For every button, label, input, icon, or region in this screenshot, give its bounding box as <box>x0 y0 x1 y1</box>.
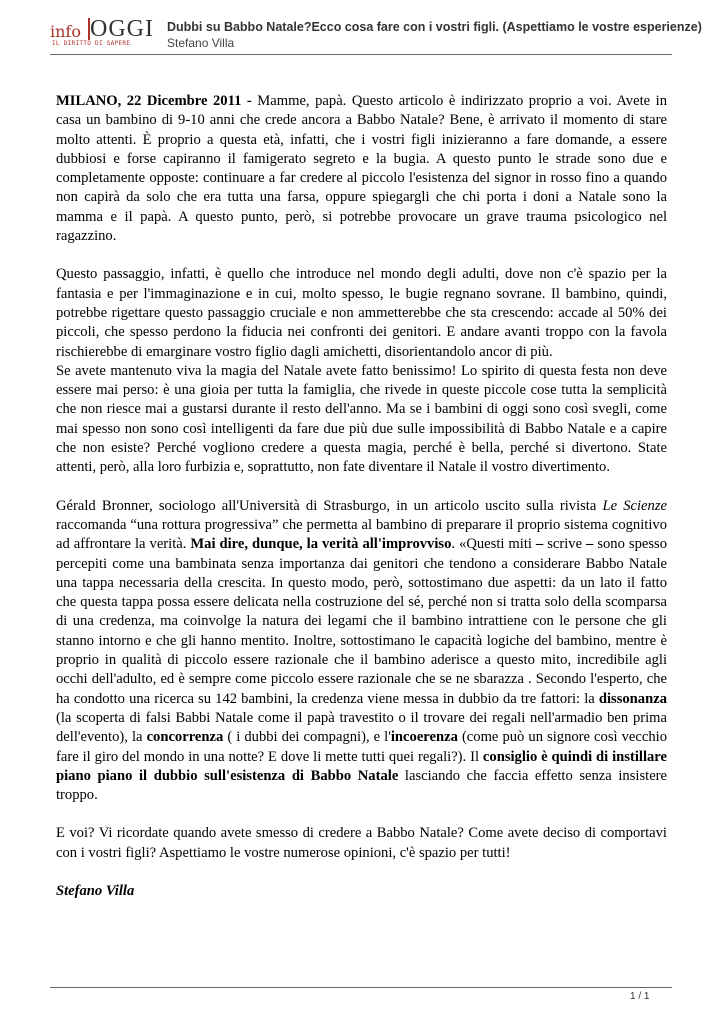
dateline: MILANO, 22 Dicembre 2011 - <box>56 93 252 109</box>
term-incoerenza: incoerenza <box>390 729 458 746</box>
paragraph-passage: Questo passaggio, infatti, è quello che introduce nel mondo degli adulti, dove non c'è spazio per la fantasia e per l'immaginazione e in cui, molto spesso, le bugie regnano sovrane. Il bambino, quindi, potrebbe rigettare questo passaggio cruciale e non ammetterebbe che sta crescendo: accade al 50% dei piccoli, che spesso perdono la fiducia nei confronti dei genitori. E andare avanti troppo con la favola rischierebbe di emarginare vostro figlio dagli amichetti, disorientandolo ancor di più. <box>56 266 667 360</box>
page-header <box>0 0 725 55</box>
term-dissonanza: dissonanza <box>598 690 667 707</box>
infooggi-logo[interactable] <box>50 18 158 48</box>
paragraph-intro-text: Mamme, papà. Questo articolo è indirizzato proprio a voi. Avete in casa un bambino di 9-10 anni che crede ancora a Babbo Natale? Bene, è arrivato il momento di stare molto attenti. È proprio a questa età, infatti, che i vostri figli inizieranno a fare domande, a essere dubbiosi e forse capiranno il famigerato segreto e la bugia. A questo punto le strade sono due e completamente opposte: continuare a far credere al piccolo l'esistenza del signor in rosso fino a quando non capirà da solo che era tutta una farsa, oppure spiegargli che chi porta i doni a Natale sono la mamma e il papà. A questo punto, però, si potrebbe provocare un grave trauma psicologico nel ragazzino. <box>56 93 667 245</box>
paragraph-closing: E voi? Vi ricordate quando avete smesso di credere a Babbo Natale? Come avete deciso di comportavi con i vostri figli? Aspettiamo le vostre numerose opinioni, c'è spazio per tutti! <box>56 825 667 861</box>
paragraph-gap <box>56 478 667 497</box>
page-number: 1 / 1 <box>630 991 650 1002</box>
paragraph-gap <box>56 805 667 824</box>
header-author: Stefano Villa <box>167 36 235 50</box>
header-divider <box>50 54 672 55</box>
highlight-never-tell: Mai dire, dunque, la verità all'improvviso <box>190 536 452 553</box>
highlight-advice: consiglio è quindi di instillare piano piano il dubbio sull'esistenza di Babbo Natale <box>56 748 667 784</box>
document-title: Dubbi su Babbo Natale?Ecco cosa fare con i vostri figli. (Aspettiamo le vostre esperienze) <box>167 20 702 34</box>
paragraph-intro <box>56 92 667 246</box>
paragraph-magic: Se avete mantenuto viva la magia del Natale avete fatto benissimo! Lo spirito di questa festa non deve essere mai perso: è una gioia per tutta la famiglia, che rivede in queste piccole cose tutta la semplicità che non riesce mai a gustarsi durante il resto dell'anno. Ma se i bambini di oggi sono così svegli, come mai spesso non sono così intelligenti da fare due più due sulle impossibilità di Babbo Natale e a capire che non esiste? Perché vogliono credere a questa magia, perché è bella, perché si divertono. State attenti, però, alla loro furbizia e, soprattutto, non fate diventare il Natale il vostro divertimento. <box>56 362 667 476</box>
logo-oggi-text: OGGI <box>90 16 154 42</box>
author-signature: Stefano Villa <box>56 882 135 899</box>
footer-divider <box>50 987 672 988</box>
logo-info-text: info <box>50 22 81 41</box>
magazine-name: Le Scienze <box>602 497 667 514</box>
article-body <box>56 92 667 901</box>
term-concorrenza: concorrenza <box>146 729 224 746</box>
paragraph-bronner: Gérald Bronner, sociologo all'Università di Strasburgo, in un articolo uscito sulla rivista Le Scienze raccomanda “una rottura progressiva” che permetta al bambino di preparare il proprio sistema cognitivo ad affrontare la verità. Mai dire, dunque, la verità all'improvviso. «Questi miti – scrive – sono spesso percepiti come una bambinata senza importanza dai genitori che tendono a considerare Babbo Natale una tappa necessaria della crescita. In questo modo, però, sottostimano due aspetti: da un lato il fatto che questa tappa possa essere delicata nella costruzione del sé, perché non si tratta solo della scomparsa di una credenza, ma coinvolge la natura dei legami che il bambino intrattiene con le persone che gli stanno intorno e che gli hanno mentito. Inoltre, sottostimano le capacità logiche del bambino, mentre è proprio in qualità di piccolo essere razionale che il bambino aderisce a questo mito, incredibile agli occhi dell'adulto, ed è sempre come piccolo essere razionale che se ne sbarazza . Secondo l'esperto, che ha condotto una ricerca su 142 bambini, la credenza viene messa in dubbio da tre fattori: la dissonanza (la scoperta di falsi Babbi Natale come il papà travestito o il trovare dei regali nell'armadio ben prima dell'evento), la concorrenza ( i dubbi dei compagni), e l'incoerenza (come può un signore così vecchio fare il giro del mondo in una notte? E dove li mette tutti quei regali?). Il consiglio è quindi di instillare piano piano il dubbio sull'esistenza di Babbo Natale lasciando che faccia effetto senza insistere troppo. <box>56 497 668 804</box>
paragraph-gap <box>56 246 667 265</box>
logo-tagline: IL DIRITTO DI SAPERE <box>52 40 131 47</box>
